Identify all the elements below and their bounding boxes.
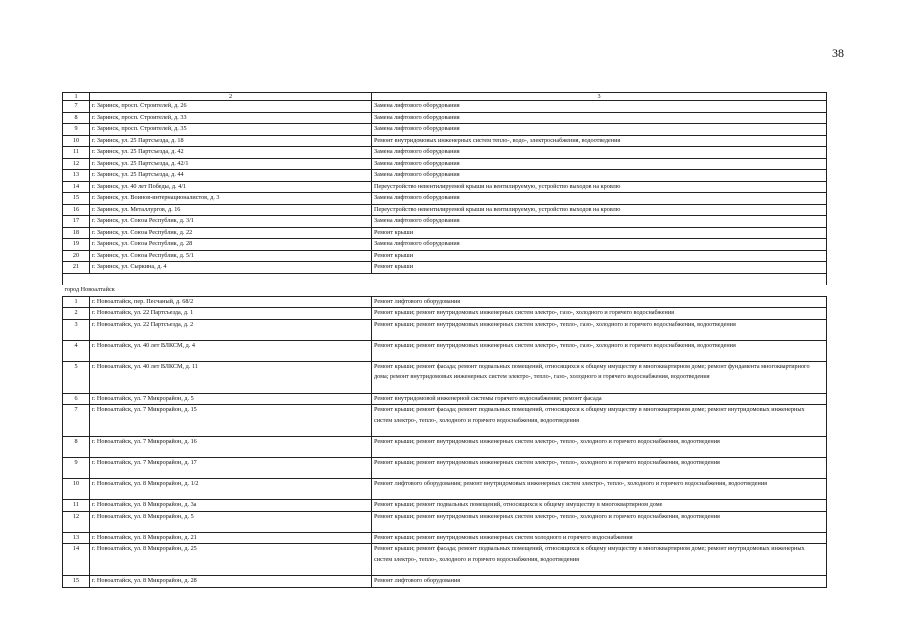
table-row — [63, 147, 827, 159]
work-type-cell: Ремонт лифтового оборудования — [372, 576, 827, 588]
row-number-cell: 13 — [63, 532, 90, 544]
address-cell: г. Заринск, ул. Союза Республик, д. 3/1 — [90, 216, 372, 228]
address-cell: г. Заринск, просп. Строителей, д. 33 — [90, 112, 372, 124]
table-row — [63, 296, 827, 308]
table-row — [63, 458, 827, 479]
work-type-cell: Замена лифтового оборудования — [372, 101, 827, 113]
work-type-cell: Замена лифтового оборудования — [372, 112, 827, 124]
address-cell: г. Новоалтайск, пер. Песчаный, д. 68/2 — [90, 296, 372, 308]
table-row — [63, 544, 827, 576]
address-cell: г. Новоалтайск, ул. 40 лет ВЛКСМ, д. 11 — [90, 361, 372, 393]
row-number-cell: 12 — [63, 158, 90, 170]
table-row — [63, 319, 827, 340]
row-number-cell: 8 — [63, 437, 90, 458]
table-row — [63, 262, 827, 274]
address-cell: г. Заринск, просп. Строителей, д. 35 — [90, 124, 372, 136]
work-type-cell: Замена лифтового оборудования — [372, 170, 827, 182]
address-cell: г. Новоалтайск, ул. 8 Микрорайон, д. 25 — [90, 544, 372, 576]
work-type-cell: Ремонт лифтового оборудования; ремонт внутридомовых инженерных систем электро-, тепло-, холодного и горячего водоснабжения, водоотведения — [372, 479, 827, 500]
address-cell: г. Новоалтайск, ул. 8 Микрорайон, д. 21 — [90, 532, 372, 544]
address-cell: г. Новоалтайск, ул. 7 Микрорайон, д. 5 — [90, 393, 372, 405]
work-type-cell: Ремонт крыши; ремонт внутридомовых инженерных систем электро-, тепло-, холодного и горячего водоснабжения, водоотведения — [372, 511, 827, 532]
row-number-cell: 16 — [63, 204, 90, 216]
work-type-cell: Ремонт крыши; ремонт внутридомовых инженерных систем электро-, тепло-, холодного и горячего водоснабжения, водоотведения — [372, 437, 827, 458]
address-cell: г. Новоалтайск, ул. 22 Партсъезда, д. 2 — [90, 319, 372, 340]
table-row — [63, 500, 827, 512]
work-type-cell: Ремонт крыши; ремонт фасада; ремонт подвальных помещений, относящихся к общему имуществу в многоквартирном доме; ремонт фундамента многоквартирного дома; ремонт внутридомовых инженерных систем электро-, тепло-, газо-, холодного и горячего водоснабжения, водоотведения — [372, 361, 827, 393]
work-type-cell: Переустройство невентилируемой крыши на вентилируемую, устройство выходов на кровлю — [372, 204, 827, 216]
table-row — [63, 193, 827, 205]
address-cell: г. Заринск, ул. 40 лет Победы, д. 4/1 — [90, 181, 372, 193]
row-number-cell: 4 — [63, 340, 90, 361]
row-number-cell: 15 — [63, 576, 90, 588]
work-type-cell: Ремонт крыши; ремонт внутридомовых инженерных систем электро-, тепло-, газо-, холодного и горячего водоснабжения, водоотведения — [372, 340, 827, 361]
work-type-cell: Замена лифтового оборудования — [372, 158, 827, 170]
address-cell: г. Заринск, ул. Металлургов, д. 16 — [90, 204, 372, 216]
address-cell: г. Заринск, ул. Союза Республик, д. 28 — [90, 239, 372, 251]
row-number-cell: 9 — [63, 124, 90, 136]
table-row — [63, 393, 827, 405]
table-row — [63, 112, 827, 124]
row-number-cell: 19 — [63, 239, 90, 251]
table-row — [63, 250, 827, 262]
row-number-cell: 6 — [63, 393, 90, 405]
row-number-cell: 14 — [63, 544, 90, 576]
row-number-cell: 17 — [63, 216, 90, 228]
row-number-cell: 11 — [63, 147, 90, 159]
row-number-cell: 2 — [63, 308, 90, 320]
table-row — [63, 308, 827, 320]
table-row — [63, 361, 827, 393]
table-row — [63, 216, 827, 228]
row-number-cell: 3 — [63, 319, 90, 340]
table-row — [63, 227, 827, 239]
row-number-cell: 21 — [63, 262, 90, 274]
table-row — [63, 405, 827, 437]
address-cell: г. Новоалтайск, ул. 8 Микрорайон, д. 3а — [90, 500, 372, 512]
table-row — [63, 101, 827, 113]
row-number-cell: 18 — [63, 227, 90, 239]
address-cell: г. Заринск, ул. 25 Партсъезда, д. 44 — [90, 170, 372, 182]
address-cell: г. Заринск, ул. Сыркина, д. 4 — [90, 262, 372, 274]
work-type-cell: Ремонт крыши — [372, 262, 827, 274]
work-type-cell: Ремонт внутридомовой инженерной системы горячего водоснабжения; ремонт фасада — [372, 393, 827, 405]
address-cell: г. Новоалтайск, ул. 8 Микрорайон, д. 28 — [90, 576, 372, 588]
work-type-cell: Ремонт лифтового оборудования — [372, 296, 827, 308]
row-number-cell: 12 — [63, 511, 90, 532]
address-cell: г. Заринск, ул. 25 Партсъезда, д. 18 — [90, 135, 372, 147]
column-number-row — [63, 93, 827, 101]
work-type-cell: Ремонт крыши; ремонт внутридомовых инженерных систем электро-, тепло-, холодного и горячего водоснабжения, водоотведения — [372, 458, 827, 479]
address-cell: г. Новоалтайск, ул. 7 Микрорайон, д. 16 — [90, 437, 372, 458]
row-number-cell: 7 — [63, 405, 90, 437]
work-type-cell: Ремонт крыши; ремонт фасада; ремонт подвальных помещений, относящихся к общему имуществу в многоквартирном доме; ремонт внутридомовых инженерных систем электро-, тепло-, холодного и горячего водоснабжения, водоотведения — [372, 544, 827, 576]
work-type-cell: Ремонт крыши; ремонт фасада; ремонт подвальных помещений, относящихся к общему имуществу в многоквартирном доме; ремонт внутридомовых инженерных систем электро-, тепло-, холодного и горячего водоснабжения, водоотведения — [372, 405, 827, 437]
row-number-cell: 14 — [63, 181, 90, 193]
address-cell: г. Новоалтайск, ул. 40 лет ВЛКСМ, д. 4 — [90, 340, 372, 361]
address-cell: г. Заринск, ул. 25 Партсъезда, д. 42 — [90, 147, 372, 159]
address-cell: г. Заринск, ул. Союза Республик, д. 5/1 — [90, 250, 372, 262]
spacer-row — [63, 273, 827, 285]
section-title: город Новоалтайск — [63, 285, 827, 296]
spacer-cell — [63, 273, 827, 285]
address-cell: г. Заринск, просп. Строителей, д. 26 — [90, 101, 372, 113]
work-type-cell: Ремонт крыши; ремонт внутридомовых инженерных систем холодного и горячего водоснабжения — [372, 532, 827, 544]
table-row — [63, 135, 827, 147]
row-number-cell: 10 — [63, 135, 90, 147]
repair-register-table — [62, 92, 827, 588]
work-type-cell: Ремонт крыши; ремонт подвальных помещений, относящихся к общему имуществу в многоквартирном доме — [372, 500, 827, 512]
address-cell: г. Новоалтайск, ул. 7 Микрорайон, д. 15 — [90, 405, 372, 437]
work-type-cell: Замена лифтового оборудования — [372, 124, 827, 136]
work-type-cell: Ремонт крыши — [372, 227, 827, 239]
work-type-cell: Замена лифтового оборудования — [372, 216, 827, 228]
table-row — [63, 479, 827, 500]
table-row — [63, 181, 827, 193]
row-number-cell: 5 — [63, 361, 90, 393]
work-type-cell: Замена лифтового оборудования — [372, 239, 827, 251]
work-type-cell: Ремонт крыши; ремонт внутридомовых инженерных систем электро-, газо-, холодного и горячего водоснабжения — [372, 308, 827, 320]
work-type-cell: Замена лифтового оборудования — [372, 193, 827, 205]
table-row — [63, 511, 827, 532]
page-number: 38 — [832, 46, 844, 60]
row-number-cell: 20 — [63, 250, 90, 262]
table-row — [63, 576, 827, 588]
work-type-cell: Замена лифтового оборудования — [372, 147, 827, 159]
row-number-cell: 15 — [63, 193, 90, 205]
table-row — [63, 204, 827, 216]
row-number-cell: 9 — [63, 458, 90, 479]
work-type-cell: Переустройство невентилируемой крыши на вентилируемую, устройство выходов на кровлю — [372, 181, 827, 193]
address-cell: г. Заринск, ул. Союза Республик, д. 22 — [90, 227, 372, 239]
row-number-cell: 7 — [63, 101, 90, 113]
address-cell: г. Новоалтайск, ул. 7 Микрорайон, д. 17 — [90, 458, 372, 479]
address-cell: г. Новоалтайск, ул. 8 Микрорайон, д. 1/2 — [90, 479, 372, 500]
address-cell: г. Заринск, ул. Воинов-интернационалистов, д. 3 — [90, 193, 372, 205]
table-row — [63, 239, 827, 251]
row-number-cell: 13 — [63, 170, 90, 182]
address-cell: г. Заринск, ул. 25 Партсъезда, д. 42/1 — [90, 158, 372, 170]
address-cell: г. Новоалтайск, ул. 22 Партсъезда, д. 1 — [90, 308, 372, 320]
row-number-cell: 8 — [63, 112, 90, 124]
column-number-1: 1 — [63, 93, 90, 101]
work-type-cell: Ремонт внутридомовых инженерных систем тепло-, водо-, электроснабжения, водоотведения — [372, 135, 827, 147]
column-number-2: 2 — [90, 93, 372, 101]
table-row — [63, 124, 827, 136]
work-type-cell: Ремонт крыши; ремонт внутридомовых инженерных систем электро-, тепло-, газо-, холодного и горячего водоснабжения, водоотведения — [372, 319, 827, 340]
table-row — [63, 437, 827, 458]
table-body — [63, 93, 827, 588]
table-row — [63, 340, 827, 361]
row-number-cell: 11 — [63, 500, 90, 512]
address-cell: г. Новоалтайск, ул. 8 Микрорайон, д. 5 — [90, 511, 372, 532]
table-row — [63, 170, 827, 182]
table-row — [63, 158, 827, 170]
column-number-3: 3 — [372, 93, 827, 101]
section-heading-row — [63, 285, 827, 296]
row-number-cell: 1 — [63, 296, 90, 308]
table-row — [63, 532, 827, 544]
row-number-cell: 10 — [63, 479, 90, 500]
work-type-cell: Ремонт крыши — [372, 250, 827, 262]
